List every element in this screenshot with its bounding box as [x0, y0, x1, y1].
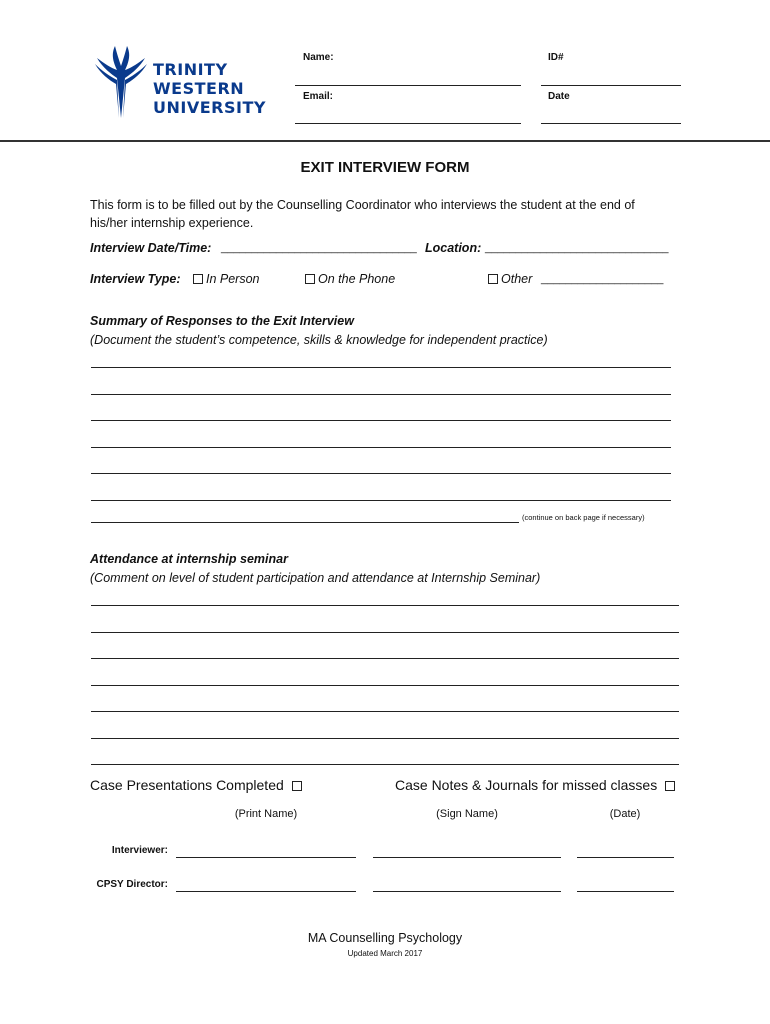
- logo-line2: WESTERN: [153, 79, 245, 98]
- email-label: Email:: [303, 91, 334, 102]
- name-field[interactable]: [295, 85, 521, 86]
- other-label: Other: [501, 272, 533, 286]
- interviewer-sign-name-field[interactable]: [373, 857, 561, 858]
- director-label: CPSY Director:: [96, 879, 168, 890]
- summary-line[interactable]: [91, 420, 671, 421]
- page-title: EXIT INTERVIEW FORM: [300, 159, 470, 176]
- print-name-caption: (Print Name): [234, 808, 298, 820]
- email-field[interactable]: [295, 123, 521, 124]
- date-caption: (Date): [609, 808, 641, 820]
- interviewer-label: Interviewer:: [111, 845, 168, 856]
- director-sign-name-field[interactable]: [373, 891, 561, 892]
- attendance-line[interactable]: [91, 605, 679, 606]
- footer-updated: Updated March 2017: [347, 949, 423, 958]
- attendance-line[interactable]: [91, 764, 679, 765]
- summary-subheading: (Document the student’s competence, skills & knowledge for independent practice): [90, 333, 548, 347]
- in-person-option[interactable]: [193, 270, 260, 288]
- footer-program: MA Counselling Psychology: [307, 931, 463, 945]
- attendance-heading: Attendance at internship seminar: [90, 552, 288, 566]
- logo-line1: TRINITY: [153, 60, 228, 79]
- intro-line2: his/her internship experience.: [90, 216, 254, 230]
- summary-line[interactable]: [91, 394, 671, 395]
- phone-label: On the Phone: [318, 272, 396, 286]
- interviewer-print-name-field[interactable]: [176, 857, 356, 858]
- summary-line[interactable]: [91, 500, 671, 501]
- other-option[interactable]: [488, 270, 532, 288]
- director-date-field[interactable]: [577, 891, 674, 892]
- summary-line[interactable]: [91, 367, 671, 368]
- interview-type-label: Interview Type:: [90, 272, 181, 286]
- phone-option[interactable]: [305, 270, 395, 288]
- id-label: ID#: [548, 52, 564, 63]
- summary-line[interactable]: [91, 473, 671, 474]
- logo-line3: UNIVERSITY: [153, 98, 266, 117]
- in-person-checkbox[interactable]: [193, 274, 203, 284]
- director-print-name-field[interactable]: [176, 891, 356, 892]
- interview-date-label: Interview Date/Time:: [90, 241, 212, 255]
- phone-checkbox[interactable]: [305, 274, 315, 284]
- case-notes-checkbox[interactable]: [665, 781, 675, 791]
- attendance-line[interactable]: [91, 632, 679, 633]
- name-label: Name:: [303, 52, 334, 63]
- sign-name-caption: (Sign Name): [436, 808, 498, 820]
- case-presentations-label: Case Presentations Completed: [90, 777, 284, 793]
- summary-line[interactable]: [91, 447, 671, 448]
- logo-text: [153, 60, 266, 117]
- other-field[interactable]: ____________________: [541, 273, 664, 285]
- attendance-line[interactable]: [91, 658, 679, 659]
- attendance-line[interactable]: [91, 685, 679, 686]
- location-label: Location:: [425, 241, 482, 255]
- date-label: Date: [548, 91, 570, 102]
- case-notes-option[interactable]: [395, 777, 678, 793]
- summary-heading: Summary of Responses to the Exit Interview: [90, 314, 354, 328]
- header-divider: [0, 140, 770, 142]
- case-notes-label: Case Notes & Journals for missed classes: [395, 777, 658, 793]
- attendance-subheading: (Comment on level of student participation and attendance at Internship Seminar): [90, 571, 541, 585]
- location-field[interactable]: ______________________________: [485, 242, 669, 254]
- attendance-line[interactable]: [91, 711, 679, 712]
- other-checkbox[interactable]: [488, 274, 498, 284]
- date-field[interactable]: [541, 123, 681, 124]
- case-presentations-option[interactable]: [90, 777, 305, 793]
- intro-line1: This form is to be filled out by the Counselling Coordinator who interviews the student at the end of: [90, 198, 635, 212]
- summary-line[interactable]: [91, 522, 519, 523]
- tree-flame-icon: [93, 44, 149, 120]
- interviewer-date-field[interactable]: [577, 857, 674, 858]
- interview-date-field[interactable]: ________________________________: [221, 242, 417, 254]
- continue-note: (continue on back page if necessary): [522, 513, 645, 522]
- in-person-label: In Person: [206, 272, 260, 286]
- id-field[interactable]: [541, 85, 681, 86]
- case-presentations-checkbox[interactable]: [292, 781, 302, 791]
- attendance-line[interactable]: [91, 738, 679, 739]
